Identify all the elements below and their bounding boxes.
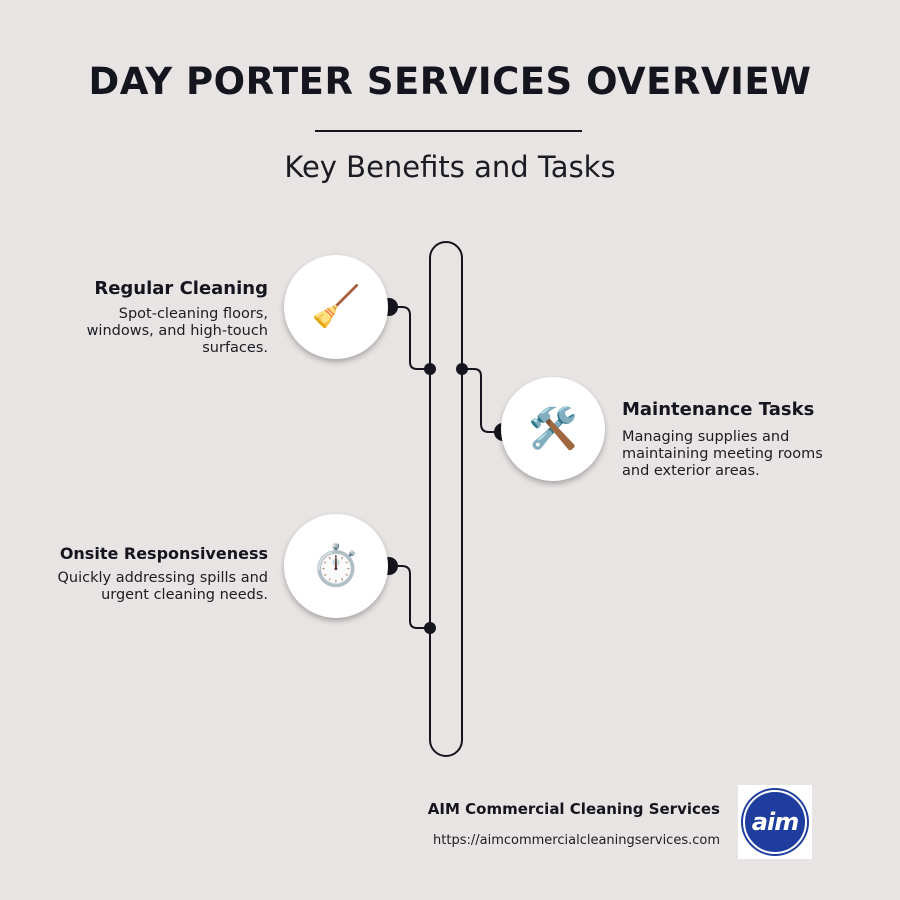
onsite-responsiveness-description: Quickly addressing spills and urgent cleaning needs. — [57, 570, 268, 603]
logo-badge: aim — [743, 790, 807, 854]
hammer-and-wrench-icon: 🛠️ — [501, 377, 605, 481]
maintenance-tasks-title: Maintenance Tasks — [622, 399, 815, 420]
junction-dot-maintenance-tasks — [456, 363, 468, 375]
onsite-responsiveness-title: Onsite Responsiveness — [59, 544, 268, 563]
connector-regular-cleaning — [390, 307, 430, 369]
regular-cleaning-description: Spot-cleaning floors, windows, and high-touch surfaces. — [86, 306, 268, 356]
timeline-track — [430, 242, 462, 756]
maintenance-tasks-description: Managing supplies and maintaining meeting rooms and exterior areas. — [622, 429, 823, 479]
page-subtitle: Key Benefits and Tasks — [284, 150, 616, 184]
junction-dot-onsite-responsiveness — [424, 622, 436, 634]
junction-dot-regular-cleaning — [424, 363, 436, 375]
regular-cleaning-title: Regular Cleaning — [94, 278, 268, 299]
company-name: AIM Commercial Cleaning Services — [427, 800, 720, 818]
connector-maintenance-tasks — [462, 369, 503, 432]
company-url[interactable]: https://aimcommercialcleaningservices.com — [433, 833, 720, 848]
broom-icon: 🧹 — [284, 255, 388, 359]
stopwatch-icon: ⏱️ — [284, 514, 388, 618]
page-title: DAY PORTER SERVICES OVERVIEW — [88, 60, 812, 103]
connector-onsite-responsiveness — [390, 566, 430, 628]
company-logo — [738, 785, 812, 859]
